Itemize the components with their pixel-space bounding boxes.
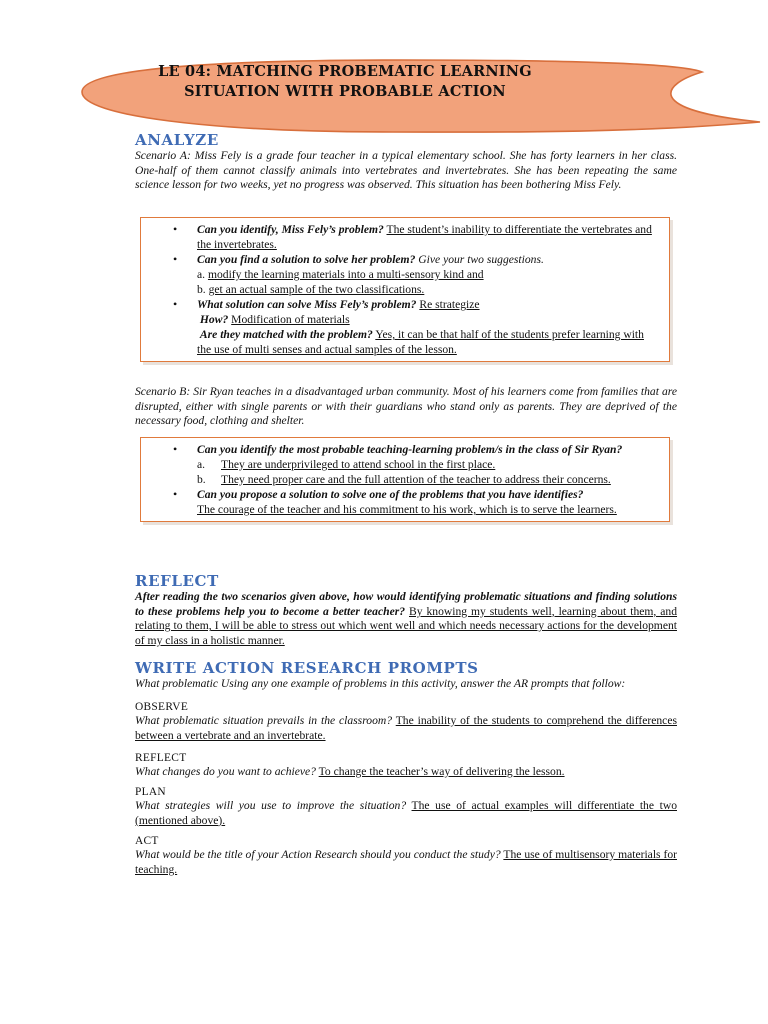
plan-answer: The use of actual examples will differentiate the two (mentioned above). [135, 798, 677, 827]
reflect-prompt-answer: To change the teacher’s way of delivering the lesson. [318, 764, 565, 778]
banner-title-line2: SITUATION WITH PROBABLE ACTION [184, 83, 506, 100]
list-item [197, 487, 661, 502]
question-text: Can you find a solution to solve her problem? [197, 253, 416, 266]
act-prompt [135, 847, 677, 877]
list-item [197, 267, 661, 282]
title-banner [150, 62, 540, 102]
ar-heading: WRITE ACTION RESEARCH PROMPTS [135, 659, 479, 677]
list-item [197, 442, 661, 457]
scenario-a-text: Scenario A: Miss Fely is a grade four teacher in a typical elementary school. She has forty learners in her class. One-half of them cannot classify animals into vertebrates and invertebrates. She has been repeating the same science lesson for two weeks, yet no progress was observed. This situation has been bothering Miss Fely. [135, 149, 677, 192]
reflect-question: After reading the two scenarios given above, how would identifying problematic situations and finding solutions to these problems help you to become a better teacher? [135, 590, 677, 618]
act-question: What would be the title of your Action Research should you conduct the study? [135, 847, 501, 861]
plan-label: PLAN [135, 785, 166, 798]
reflect-section [135, 572, 677, 648]
list-item [197, 327, 661, 357]
observe-answer: The inability of the students to comprehend the differences between a vertebrate and an invertebrate. [135, 713, 677, 742]
question-text: What solution can solve Miss Fely’s problem? [197, 298, 417, 311]
observe-prompt [135, 713, 677, 743]
scenario-b-section [135, 385, 677, 429]
question-text: How? [199, 313, 229, 326]
answer-text: Yes, it can be that half of the students prefer learning with the use of multi senses and actual samples of the lesson. [197, 328, 644, 356]
reflect-prompt [135, 764, 677, 779]
option-label: b. [197, 283, 206, 296]
observe-question: What problematic situation prevails in the classroom? [135, 713, 393, 727]
list-item [197, 312, 661, 327]
banner-title-line1: LE 04: MATCHING PROBEMATIC LEARNING [158, 63, 532, 80]
answer-text: They are underprivileged to attend school in the first place. [221, 458, 496, 471]
scenario-a-list [141, 222, 661, 357]
list-item [197, 282, 661, 297]
option-label: a. [197, 268, 206, 281]
question-text: Are they matched with the problem? [199, 328, 373, 341]
scenario-b-answer-box [140, 437, 670, 522]
ar-section [135, 659, 677, 877]
plan-question: What strategies will you use to improve the situation? [135, 798, 407, 812]
question-text: Can you identify, Miss Fely’s problem? [197, 223, 384, 236]
act-label: ACT [135, 834, 159, 847]
scenario-b-text: Scenario B: Sir Ryan teaches in a disadvantaged urban community. Most of his learners come from families that are disrupted, either with single parents or with their guardians who stand only as parents. They are deprived of the necessary food, clothing and shelter. [135, 385, 677, 428]
answer-text: get an actual sample of the two classifications. [208, 283, 425, 296]
question-text: Can you propose a solution to solve one of the problems that you have identifies? [197, 488, 584, 501]
scenario-b-list [141, 442, 661, 517]
analyze-section [135, 131, 677, 193]
answer-text: modify the learning materials into a multi-sensory kind and [207, 268, 484, 281]
act-answer: The use of multisensory materials for teaching. [135, 847, 677, 876]
answer-text: Re strategize [419, 298, 480, 311]
reflect-heading: REFLECT [135, 572, 219, 590]
list-item [197, 252, 661, 267]
answer-text: Modification of materials [231, 313, 350, 326]
list-item [197, 222, 661, 252]
ar-intro: What problematic Using any one example of problems in this activity, answer the AR prompts that follow: [135, 677, 626, 690]
answer-text: The student’s inability to differentiate the vertebrates and the invertebrates. [197, 223, 652, 251]
answer-text: The courage of the teacher and his commitment to his work, which is to serve the learners. [197, 503, 617, 516]
list-item [197, 502, 661, 517]
reflect-answer: By knowing my students well, learning about them, and relating to them, I will be able to stress out which went well and which needs necessary actions for the development of my class in a holistic manner. [135, 604, 678, 647]
question-text: Can you identify the most probable teaching-learning problem/s in the class of Sir Ryan? [197, 443, 623, 456]
answer-text: They need proper care and the full attention of the teacher to address their concerns. [221, 473, 611, 486]
list-item [197, 297, 661, 312]
list-item [197, 457, 661, 472]
plan-prompt [135, 798, 677, 828]
analyze-heading: ANALYZE [135, 131, 219, 149]
reflect-paragraph [135, 590, 677, 648]
observe-label: OBSERVE [135, 700, 189, 713]
question-tail: Give your two suggestions. [418, 253, 544, 266]
option-label: b. [197, 473, 206, 486]
list-item [197, 472, 661, 487]
scenario-a-answer-box [140, 217, 670, 362]
reflect-label: REFLECT [135, 751, 187, 764]
reflect-prompt-question: What changes do you want to achieve? [135, 764, 316, 778]
option-label: a. [197, 458, 206, 471]
